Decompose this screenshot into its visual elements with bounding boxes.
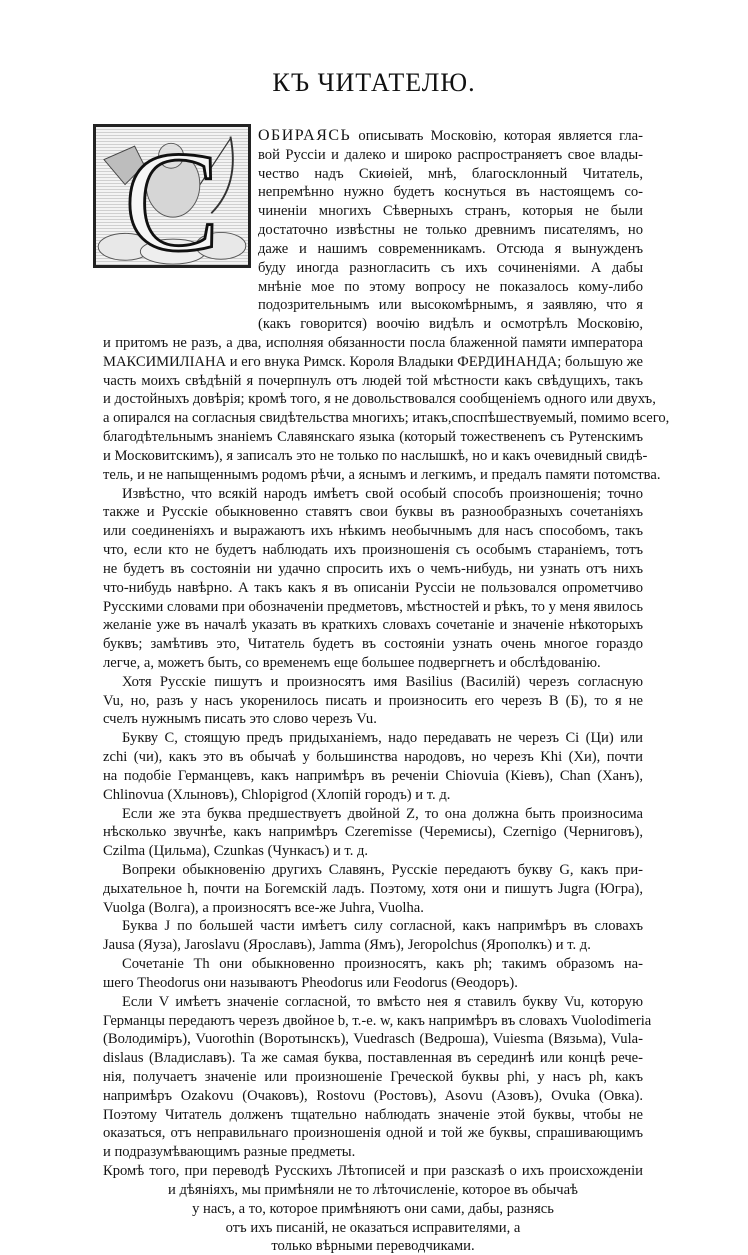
text-line: шего Theodorus они называютъ Pheodorus или Feodorus (Ѳеодоръ). [103, 974, 518, 991]
text-line: и притомъ не разъ, а два, исполняя обязанности посла блаженной памяти императора [103, 335, 643, 352]
text-line: также и Русскіе обыкновенно ставятъ свои буквы въ разнообразныхъ сочетаніяхъ [103, 504, 643, 521]
text-line: Сочетаніе Th они обыкновенно произносятъ, какъ ph; такимъ образомъ на- [122, 956, 643, 973]
text-line: благодѣтельнымъ знаніемъ Славянскаго языка (который тожественenъ съ Рутенскимъ [103, 429, 643, 446]
text-line: что-нибудь навѣрно. А такъ какъ я въ описаніи Руссіи не пользовался опрометчиво [103, 579, 643, 596]
text-line: zchi (чи), какъ это въ обычаѣ у большинства народовъ, но черезъ Khi (Хи), почти [103, 749, 643, 766]
text-line: чиненіи многихъ Сѣверныхъ странъ, которыя не были [258, 203, 643, 220]
text-line: Chlinovua (Хлыновъ), Chlopigrod (Хлопій городъ) и т. д. [103, 786, 451, 803]
text-line: чество надъ Скиѳіей, мнѣ, благосклонный Читатель, [258, 165, 643, 182]
text-line: Хотя Русскіе пишутъ и произносятъ имя Basilius (Василій) черезъ согласную [122, 673, 643, 690]
text-line: подозрительнымъ или высокомѣрнымъ, я заявляю, что я [258, 297, 643, 314]
text-line: оказаться, отъ неправильнаго произношенія одной и той же буквы, спрашивающимъ [103, 1125, 643, 1142]
text-line: буду иногда разногласить съ ихъ сочиненіями. А дабы [258, 259, 643, 276]
text-line: только вѣрными переводчиками. [271, 1238, 475, 1255]
text-line: на подобіе Германцевъ, какъ напримѣръ въ реченіи Chiovuia (Кіевъ), Chan (Ханъ), [103, 767, 643, 784]
text-line: отъ ихъ писаній, не оказаться исправителями, а [225, 1219, 521, 1236]
text-line: Если же эта буква предшествуетъ двойной Z, то она должна быть произносима [122, 805, 643, 822]
text-line-rest: описывать Московію, которая является гла- [351, 128, 643, 144]
text-line: а опирался на согласныя свидѣтельства многихъ; итакъ,споспѣшествуемый, помимо всего, [103, 410, 670, 427]
text-line: дыхательное h, почти на Богемскій ладъ. Поэтому, хотя они и пишутъ Jugra (Югра), [103, 880, 643, 897]
opening-word: ОБИРАЯСЬ [258, 127, 352, 144]
text-line: dislaus (Владиславъ). Та же самая буква, поставленная въ серединѣ или концѣ рече- [103, 1050, 643, 1067]
text-line: Vuolga (Волга), а произносятъ все-же Juhra, Vuolha. [103, 899, 424, 916]
text-line: счелъ нужнымъ писать это слово черезъ Vu. [103, 711, 377, 728]
text-line: не будетъ въ состояніи ни удачно спросить ихъ о чемъ-нибудь, ни узнать отъ нихъ [103, 560, 643, 577]
text-line: что, если кто не будетъ наблюдать ихъ произношенія съ особымъ стараніемъ, тотъ [103, 542, 643, 559]
text-line: у насъ, а то, которое примѣняютъ они сами, дабы, разнясь [192, 1200, 554, 1217]
text-line: и достойныхъ довѣрія; кромѣ того, я не довольствовался сообщеніемъ одного или двухъ, [103, 391, 656, 408]
text-line: (Володиміръ), Vuorothin (Воротынскъ), Vuedrasch (Ведроша), Vuiesma (Вязьма), Vula- [103, 1031, 643, 1048]
text-line: Кромѣ того, при переводѣ Русскихъ Лѣтописей и при разсказѣ о ихъ происхожденіи [103, 1163, 643, 1180]
text-line: и подразумѣвающимъ разные предметы. [103, 1144, 356, 1161]
text-line: Вопреки обыкновенію другихъ Славянъ, Русскіе передаютъ букву G, какъ при- [122, 861, 643, 878]
text-line: буквъ; замѣтивъ это, Читатель будетъ въ состояніи узнать очень многое гораздо [103, 636, 643, 653]
page-title: КЪ ЧИТАТЕЛЮ. [272, 68, 476, 97]
text-line: Русскими словами при обозначеніи предметовъ, мѣстностей и рѣкъ, то у меня явилось [103, 598, 643, 615]
text-line: тель, и не напыщеннымъ родомъ рѣчи, а яснымъ и легкимъ, и предалъ памяти потомства. [103, 466, 661, 483]
text-line: Германцы передаютъ черезъ двойное b, т.-е. w, какъ напримѣръ въ словахъ Vuolodimeria [103, 1012, 652, 1029]
text-line: легче, а, можетъ быть, со временемъ еще большее подвергнетъ и обслѣдованію. [103, 654, 601, 671]
text-line: часть моихъ свѣдѣній я почерпнулъ отъ людей той мѣстности какъ свѣдущихъ, такъ [103, 372, 643, 389]
text-line [258, 127, 643, 145]
text-line: Буква J по большей части имѣетъ силу согласной, какъ напримѣръ въ словахъ [122, 918, 643, 935]
text-line: непремѣнно нужно будетъ коснуться въ настоящемъ со- [258, 184, 643, 201]
text-line: или соединеніяхъ и выражаютъ ихъ нѣкимъ необычнымъ для насъ способомъ, такъ [103, 523, 643, 540]
text-line: желаніе уже въ началѣ указать въ краткихъ словахъ сочетаніе и значеніе нѣкоторыхъ [103, 617, 643, 634]
dropcap-illustration [96, 127, 248, 265]
text-line: достаточно извѣстны не только древнимъ писателямъ, но [258, 222, 643, 239]
ornamental-initial-cupid-icon [93, 124, 251, 268]
text-line: (какъ говорится) воочію видѣлъ и осмотрѣлъ Московію, [258, 316, 643, 333]
text-line: Если V имѣетъ значеніе согласной, то вмѣсто нея я ставилъ букву Vu, которую [122, 993, 643, 1010]
text-line: Букву C, стоящую предъ придыханіемъ, надо передавать не черезъ Ci (Ци) или [122, 730, 643, 747]
text-line: вой Руссіи и далеко и широко распространяетъ свое влады- [258, 146, 643, 163]
text-line: нѣсколько звучнѣе, какъ напримѣръ Czeremisse (Черемисы), Czernigo (Черниговъ), [103, 824, 643, 841]
text-line: нія, получаетъ значеніе или произношеніе Греческой буквы phi, у насъ ph, какъ [103, 1069, 643, 1085]
text-line: напримѣръ Ozakovu (Очаковъ), Rostovu (Ростовъ), Asovu (Азовъ), Ovuka (Овка). [103, 1087, 643, 1104]
text-line: и Московитскимъ), я записалъ это не только по наслышкѣ, но и какъ очевидный свидѣ- [103, 447, 648, 464]
text-line: Jausa (Яуза), Jaroslavu (Ярославъ), Jamma (Ямъ), Jeropolchus (Ярополкъ) и т. д. [103, 937, 591, 954]
text-line: и дѣяніяхъ, мы примѣняли не то лѣточисленіе, которое въ обычаѣ [168, 1181, 578, 1198]
text-line: Czilma (Цильма), Czunkas (Чункасъ) и т. д. [103, 843, 369, 860]
text-line: Поэтому Читатель долженъ тщательно наблюдать значеніе этой буквы, чтобы не [103, 1106, 643, 1123]
text-line: мнѣніе мое по этому вопросу не показалось кому-либо [258, 278, 643, 295]
dropcap-letter: С [124, 127, 220, 265]
text-line: даже и нашимъ современникамъ. Отсюда я вынужденъ [258, 240, 643, 257]
text-line: Извѣстно, что всякій народъ имѣетъ свой особый способъ произношенія; точно [122, 485, 643, 502]
text-line: МАКСИМИЛІАНА и его внука Римск. Короля Владыки ФЕРДИНАНДА; большую же [103, 353, 643, 370]
text-line: Vu, но, разъ у насъ укоренилось писать и произносить его черезъ B (Б), то я не [103, 692, 643, 709]
